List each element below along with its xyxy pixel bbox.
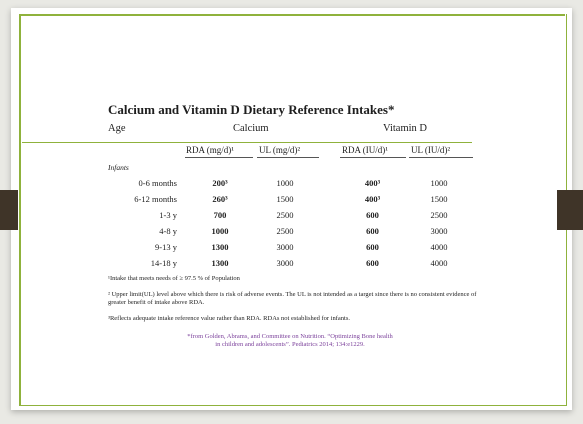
subheader-underline [257, 157, 319, 158]
calcium-rda-cell: 1300 [211, 258, 229, 268]
table-row [0, 242, 583, 256]
citation-line-1: *from Golden, Abrams, and Committee on Nutrition. “Optimizing Bone health [187, 333, 393, 340]
subheader-vd-rda: RDA (IU/d)¹ [342, 145, 388, 155]
header-divider [22, 142, 472, 143]
age-cell: 1-3 y [159, 210, 177, 220]
vitamin-d-ul-cell: 4000 [430, 258, 448, 268]
vitamin-d-ul-cell: 2500 [430, 210, 448, 220]
calcium-ul-cell: 1500 [276, 194, 294, 204]
table-row [0, 178, 583, 192]
header-vitamin-d: Vitamin D [383, 123, 427, 134]
calcium-rda-cell: 200³ [212, 178, 228, 188]
header-age: Age [108, 123, 126, 134]
subheader-underline [185, 157, 253, 158]
calcium-ul-cell: 1000 [276, 178, 294, 188]
footnote-1: ¹Intake that meets needs of ≥ 97.5 % of Population [108, 275, 240, 282]
age-cell: 14-18 y [150, 258, 177, 268]
age-cell: 9-13 y [155, 242, 177, 252]
calcium-rda-cell: 1000 [211, 226, 229, 236]
subheader-underline [409, 157, 473, 158]
calcium-ul-cell: 3000 [276, 258, 294, 268]
subheader-ca-ul: UL (mg/d)² [259, 145, 301, 155]
vitamin-d-rda-cell: 600 [366, 242, 379, 252]
vitamin-d-rda-cell: 600 [366, 226, 379, 236]
header-calcium: Calcium [233, 123, 269, 134]
calcium-rda-cell: 260³ [212, 194, 228, 204]
vitamin-d-rda-cell: 400³ [364, 178, 381, 188]
calcium-ul-cell: 2500 [276, 210, 294, 220]
citation-line-2: in children and adolescents”. Pediatrics 2014; 134:e1229. [215, 341, 365, 348]
subheader-ca-rda: RDA (mg/d)¹ [186, 145, 234, 155]
citation [140, 333, 440, 349]
calcium-rda-cell: 1300 [211, 242, 229, 252]
footnote-2: ² Upper limit(UL) level above which there is risk of adverse events. The UL is not intended as a target since there is no consistent evidence of greater benefit of intake above RDA. [108, 291, 477, 306]
age-cell: 4-8 y [159, 226, 177, 236]
vitamin-d-rda-cell: 600 [366, 258, 379, 268]
calcium-ul-cell: 2500 [276, 226, 294, 236]
table-row [0, 226, 583, 240]
subheader-underline [340, 157, 406, 158]
vitamin-d-ul-cell: 3000 [430, 226, 448, 236]
table-title: Calcium and Vitamin D Dietary Reference Intakes* [108, 102, 395, 117]
table-row [0, 210, 583, 224]
vitamin-d-ul-cell: 1500 [430, 194, 448, 204]
vitamin-d-ul-cell: 1000 [430, 178, 448, 188]
table-row [0, 194, 583, 208]
calcium-ul-cell: 3000 [276, 242, 294, 252]
vitamin-d-rda-cell: 600 [366, 210, 379, 220]
vitamin-d-rda-cell: 400³ [364, 194, 381, 204]
section-label: Infants [108, 163, 129, 172]
table-row [0, 258, 583, 272]
age-cell: 6-12 months [134, 194, 177, 204]
age-cell: 0-6 months [138, 178, 177, 188]
vitamin-d-ul-cell: 4000 [430, 242, 448, 252]
calcium-rda-cell: 700 [213, 210, 227, 220]
footnote-3: ³Reflects adequate intake reference value rather than RDA. RDAs not established for infants. [108, 315, 350, 322]
subheader-vd-ul: UL (IU/d)² [411, 145, 451, 155]
